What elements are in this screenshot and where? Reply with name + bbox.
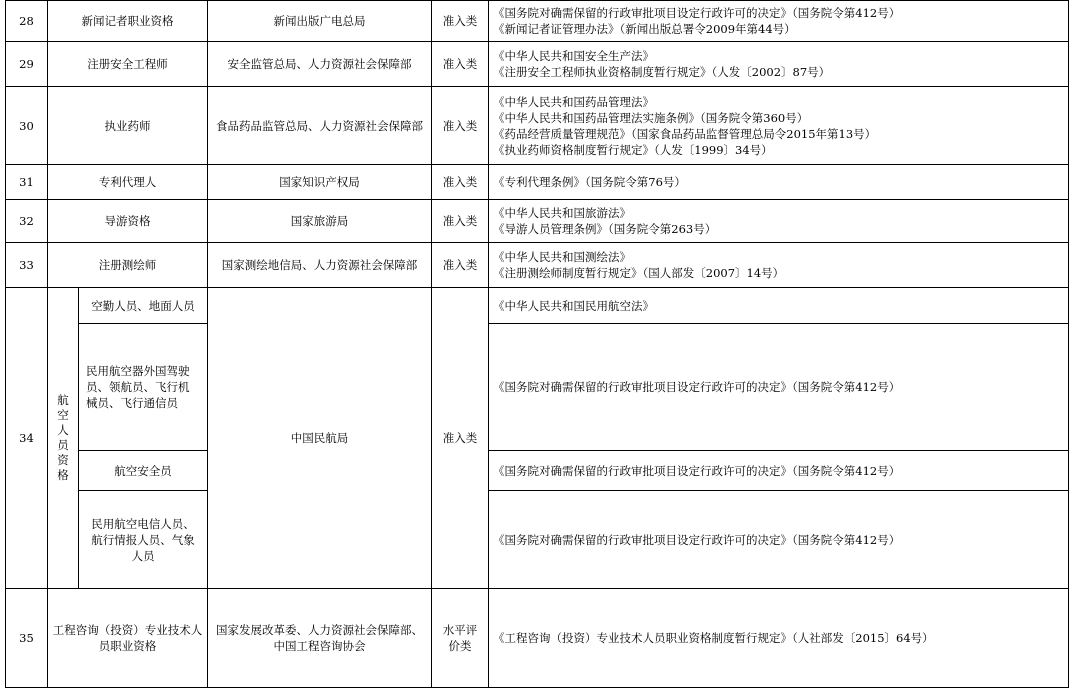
sub-name-text: 民用航空器外国驾驶员、领航员、飞行机械员、飞行通信员 bbox=[86, 364, 190, 410]
legal-basis bbox=[489, 200, 1069, 243]
qualification-type: 准入类 bbox=[432, 243, 489, 288]
qualification-type: 准入类 bbox=[432, 87, 489, 165]
qualification-type: 准入类 bbox=[432, 288, 489, 589]
group-label: 航空人员资格 bbox=[57, 393, 69, 482]
basis-line: 《新闻记者证管理办法》（新闻出版总署令2009年第44号） bbox=[493, 22, 796, 36]
basis-line: 《中华人民共和国安全生产法》 bbox=[493, 49, 654, 63]
sub-qualification-name: 航空安全员 bbox=[79, 451, 208, 491]
qualification-name: 导游资格 bbox=[48, 200, 208, 243]
sub-name-text: 民用航空电信人员、航行情报人员、气象人员 bbox=[91, 516, 195, 563]
row-number: 30 bbox=[6, 87, 48, 165]
qualification-table bbox=[5, 0, 1069, 688]
legal-basis: 《国务院对确需保留的行政审批项目设定行政许可的决定》（国务院令第412号） bbox=[489, 451, 1069, 491]
row-number: 32 bbox=[6, 200, 48, 243]
qualification-type: 准入类 bbox=[432, 1, 489, 42]
sub-qualification-name bbox=[79, 324, 208, 451]
legal-basis bbox=[489, 1, 1069, 42]
qualification-name: 注册测绘师 bbox=[48, 243, 208, 288]
qualification-name: 新闻记者职业资格 bbox=[48, 1, 208, 42]
qualification-type: 准入类 bbox=[432, 200, 489, 243]
row-number: 29 bbox=[6, 42, 48, 87]
qualification-type: 准入类 bbox=[432, 165, 489, 200]
qualification-name: 专利代理人 bbox=[48, 165, 208, 200]
department: 安全监管总局、人力资源社会保障部 bbox=[208, 42, 432, 87]
row-number: 35 bbox=[6, 589, 48, 688]
qualification-type bbox=[432, 589, 489, 688]
table-row-34 bbox=[6, 288, 1069, 324]
table-row-28 bbox=[6, 1, 1069, 42]
row-number: 34 bbox=[6, 288, 48, 589]
department: 食品药品监管总局、人力资源社会保障部 bbox=[208, 87, 432, 165]
qualification-group-name bbox=[48, 288, 79, 589]
legal-basis bbox=[489, 165, 1069, 200]
qualification-type: 准入类 bbox=[432, 42, 489, 87]
table-row-35 bbox=[6, 589, 1069, 688]
basis-line: 《中华人民共和国测绘法》 bbox=[493, 250, 631, 264]
basis-line: 《药品经营质量管理规范》（国家食品药品监督管理总局令2015年第13号） bbox=[493, 126, 877, 141]
legal-basis: 《工程咨询（投资）专业技术人员职业资格制度暂行规定》（人社部发〔2015〕64号） bbox=[489, 589, 1069, 688]
department: 国家发展改革委、人力资源社会保障部、中国工程咨询协会 bbox=[208, 589, 432, 688]
table-row-34-sub bbox=[6, 491, 1069, 589]
basis-line: 《中华人民共和国旅游法》 bbox=[493, 206, 631, 220]
legal-basis: 《国务院对确需保留的行政审批项目设定行政许可的决定》（国务院令第412号） bbox=[489, 324, 1069, 451]
department: 国家测绘地信局、人力资源社会保障部 bbox=[208, 243, 432, 288]
legal-basis: 《国务院对确需保留的行政审批项目设定行政许可的决定》（国务院令第412号） bbox=[489, 491, 1069, 589]
legal-basis: 《中华人民共和国民用航空法》 bbox=[489, 288, 1069, 324]
basis-line: 《国务院对确需保留的行政审批项目设定行政许可的决定》（国务院令第412号） bbox=[493, 6, 901, 20]
department: 新闻出版广电总局 bbox=[208, 1, 432, 42]
legal-basis bbox=[489, 243, 1069, 288]
basis-line: 《注册安全工程师执业资格制度暂行规定》（人发〔2002〕87号） bbox=[493, 65, 831, 79]
basis-line: 《导游人员管理条例》（国务院令第263号） bbox=[493, 222, 717, 236]
department: 国家旅游局 bbox=[208, 200, 432, 243]
department: 中国民航局 bbox=[208, 288, 432, 589]
table-row-34-sub bbox=[6, 324, 1069, 451]
basis-line: 《中华人民共和国药品管理法》 bbox=[493, 94, 654, 109]
sub-qualification-name bbox=[79, 491, 208, 589]
basis-line: 《注册测绘师制度暂行规定》（国人部发〔2007〕14号） bbox=[493, 266, 785, 280]
legal-basis bbox=[489, 42, 1069, 87]
legal-basis bbox=[489, 87, 1069, 165]
table-row-33 bbox=[6, 243, 1069, 288]
row-number: 31 bbox=[6, 165, 48, 200]
table-row-32 bbox=[6, 200, 1069, 243]
qualification-name: 注册安全工程师 bbox=[48, 42, 208, 87]
qualification-name: 执业药师 bbox=[48, 87, 208, 165]
row-number: 28 bbox=[6, 1, 48, 42]
table-row-34-sub bbox=[6, 451, 1069, 491]
table-row-31 bbox=[6, 165, 1069, 200]
basis-line: 《专利代理条例》（国务院令第76号） bbox=[493, 175, 686, 189]
basis-line: 《中华人民共和国药品管理法实施条例》（国务院令第360号） bbox=[493, 110, 809, 125]
row-number: 33 bbox=[6, 243, 48, 288]
department: 国家知识产权局 bbox=[208, 165, 432, 200]
sub-qualification-name: 空勤人员、地面人员 bbox=[79, 288, 208, 324]
type-text: 水平评价类 bbox=[442, 623, 478, 653]
qualification-name bbox=[48, 589, 208, 688]
basis-line: 《执业药师资格制度暂行规定》（人发〔1999〕34号） bbox=[493, 142, 773, 157]
table-row-29 bbox=[6, 42, 1069, 87]
name-text: 工程咨询（投资）专业技术人员职业资格 bbox=[52, 623, 203, 653]
table-row-30 bbox=[6, 87, 1069, 165]
